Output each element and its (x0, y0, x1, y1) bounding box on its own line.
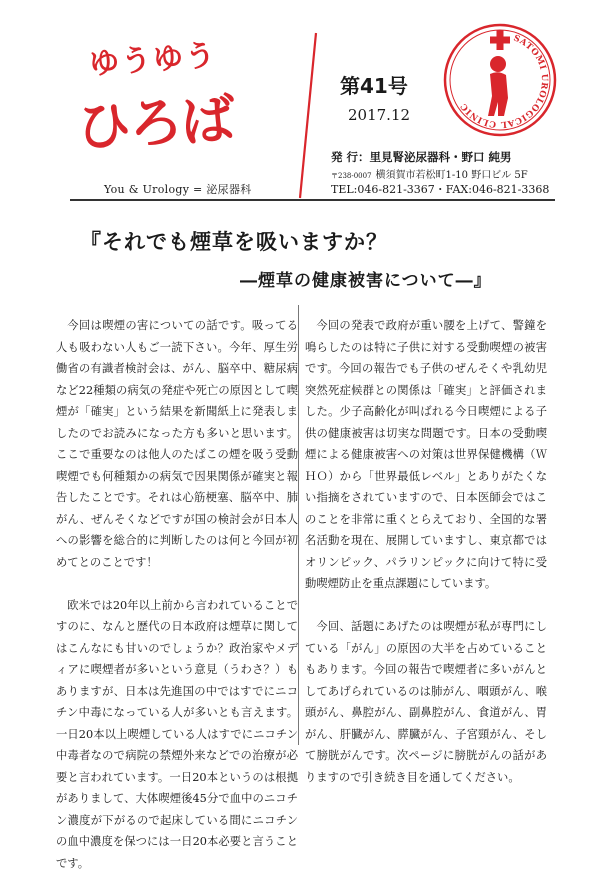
seal-text: SATOMI UROLOGICAL CLINIC (459, 33, 549, 129)
issue-date: 2017.12 (348, 106, 410, 124)
newsletter-logo (72, 34, 272, 183)
clinic-seal (440, 20, 560, 144)
logo-text-top: ゆうゆう (88, 38, 218, 82)
paragraph: 欧米では20年以上前から言われていることですのに、なんと歴代の日本政府は煙草に関してはこんなにも甘いのでしょうか？政治家やメディアに喫煙者が多いという意見（うわさ？）もありますが、日本は先進国の中ではすでにニコチン中毒になっている人が多いとも言えます。一日20本以上喫煙している人はすでにニコチン中毒者なので病院の禁煙外来などでの治療が必要と言われています。一日20本というのは根拠がありまして、大体喫煙後45分で血中のニコチン濃度が下がるので起床している間にニコチンの血中濃度を保つには一日20本必要と言うことです。 (56, 595, 298, 874)
issue-number: 第41号 (340, 70, 408, 99)
street-address: 横須賀市若松町1-10 野口ビル 5F (376, 170, 528, 181)
paragraph: 今回、話題にあげたのは喫煙が私が専門にしている「がん」の原因の大半を占めていることもあります。今回の報告で喫煙者に多いがんとしてあげられているのは肺がん、咽頭がん、喉頭がん、鼻腔がん、副鼻腔がん、食道がん、胃がん、肝臓がん、膵臓がん、子宮頸がん、そして膀胱がんです。次ページに膀胱がんの話がありますので引き続き目を通してください。 (305, 616, 547, 788)
logo-text-main: ひろば (75, 88, 237, 159)
figure-icon (488, 56, 508, 116)
paragraph: 今回は喫煙の害についての話です。吸ってる人も吸わない人もご一読下さい。今年、厚生労働省の有識者検討会は、がん、脳卒中、糖尿病など22種類の病気の発症や死亡の原因として喫煙が「確実」という結果を新聞紙上に発表しましたのでお読みになった方も多いと思います。ここで重要なのは他人のたばこの煙を吸う受動喫煙でも何種類かの病気で因果関係が確実と報告したことです。それは心筋梗塞、脳卒中、肺がん、ぜんそくなどですが国の検討会が日本人への影響を総合的に判断したのは何と今回が初めてとのことです！ (56, 315, 298, 573)
article-headline: 『それでも煙草を吸いますか？ (80, 226, 388, 256)
publisher: 発 行：里見腎泌尿器科・野口 純男 (331, 149, 512, 165)
header-rule (70, 199, 555, 201)
paragraph: 今回の発表で政府が重い腰を上げて、警鐘を鳴らしたのは特に子供に対する受動喫煙の被害です。今回の報告でも子供のぜんそくや乳幼児突然死症候群との関係は「確実」と評価されました。少子高齢化が叫ばれる今日喫煙による子供の健康被害は切実な問題です。日本の受動喫煙による健康被害への対策は世界保健機構（ＷＨＯ）から「世界最低レベル」とありがたくない指摘をされていますので、日本医師会ではこのことを非常に重くとらえており、全国的な署名活動を現在、展開していますし、東京都ではオリンピック、パラリンピックに向けて特に受動喫煙防止を重点課題にしています。 (305, 315, 547, 595)
article-subheadline: ―煙草の健康被害について―』 (240, 266, 492, 291)
tagline: You & Urology = 泌尿器科 (104, 181, 252, 197)
article-column-left (56, 315, 298, 874)
address (331, 166, 528, 181)
postal-code: 〒238-0007 (331, 172, 372, 180)
column-divider (298, 305, 299, 745)
contact-numbers: TEL:046-821-3367・FAX:046-821-3368 (331, 181, 549, 197)
article-column-right (305, 315, 547, 788)
